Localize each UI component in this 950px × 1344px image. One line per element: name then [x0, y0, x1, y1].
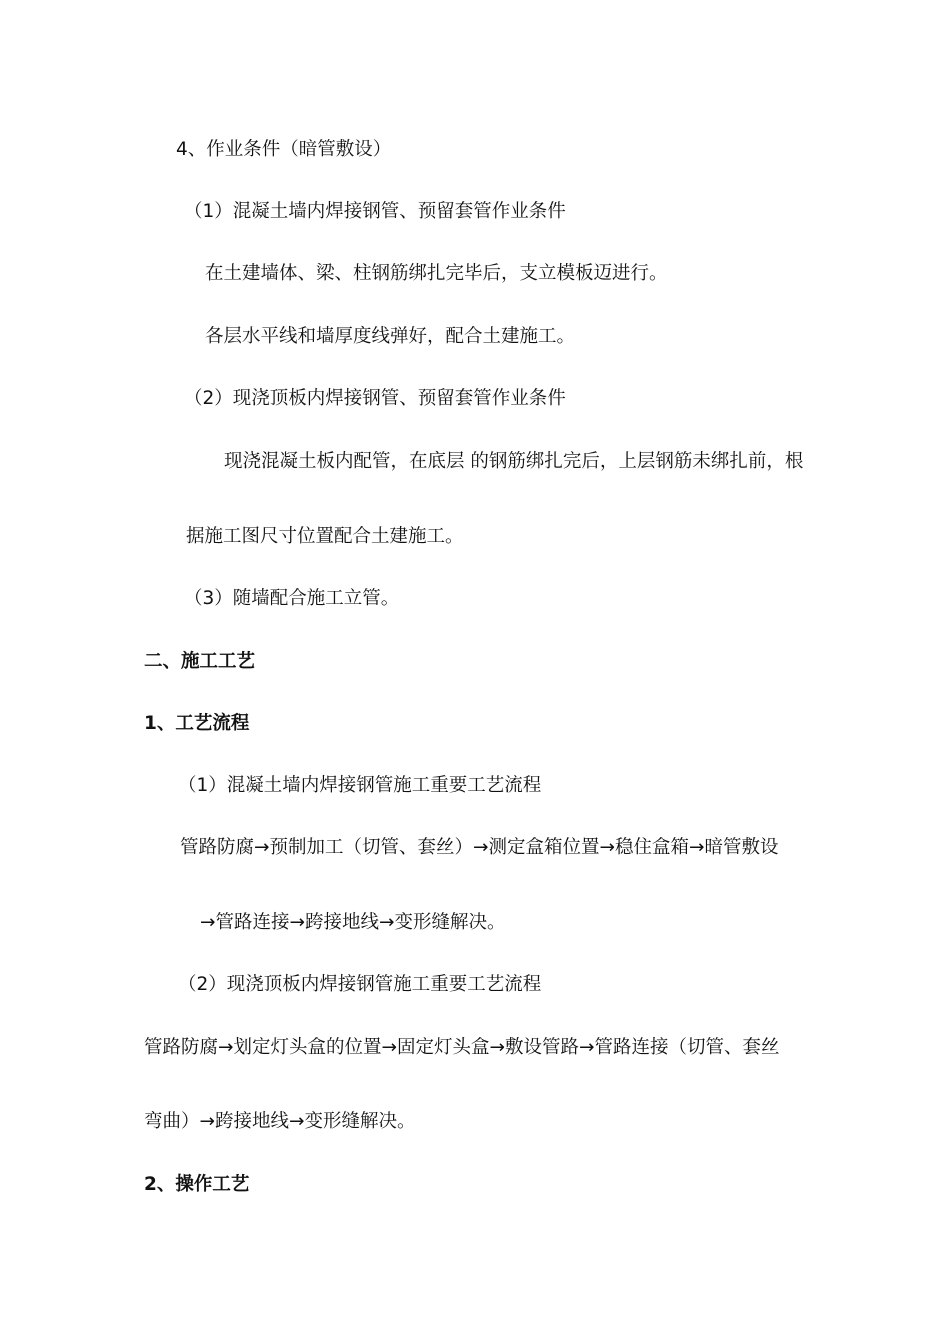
section-heading-process: 二、施工工艺 — [144, 651, 256, 672]
flow-line: 管路防腐→划定灯头盒的位置→固定灯头盒→敷设管路→管路连接（切管、套丝 — [144, 1037, 780, 1058]
paragraph-line: 各层水平线和墙厚度线弹好，配合土建施工。 — [205, 326, 576, 347]
item-heading-riser: （3）随墙配合施工立管。 — [184, 588, 400, 609]
flow-line: 弯曲）→跨接地线→变形缝解决。 — [144, 1111, 416, 1132]
item-heading-slab-flow: （2）现浇顶板内焊接钢管施工重要工艺流程 — [178, 974, 542, 995]
paragraph-line: 在土建墙体、梁、柱钢筋绑扎完毕后，支立模板迈进行。 — [205, 263, 668, 284]
item-heading-cast-slab: （2）现浇顶板内焊接钢管、预留套管作业条件 — [184, 388, 566, 409]
subsection-heading-operation: 2、操作工艺 — [144, 1174, 250, 1195]
item-heading-wall-flow: （1）混凝土墙内焊接钢管施工重要工艺流程 — [178, 775, 542, 796]
paragraph-line: 据施工图尺寸位置配合土建施工。 — [186, 526, 464, 547]
subsection-heading-work-conditions: 4、作业条件（暗管敷设） — [176, 139, 392, 160]
flow-line: 管路防腐→预制加工（切管、套丝）→测定盒箱位置→稳住盒箱→暗管敷设 — [180, 837, 779, 858]
subsection-heading-process-flow: 1、工艺流程 — [144, 713, 250, 734]
paragraph-line: 现浇混凝土板内配管，在底层 的钢筋绑扎完后，上层钢筋未绑扎前，根 — [224, 451, 804, 472]
flow-line: →管路连接→跨接地线→变形缝解决。 — [200, 912, 506, 933]
item-heading-concrete-wall: （1）混凝土墙内焊接钢管、预留套管作业条件 — [184, 201, 566, 222]
